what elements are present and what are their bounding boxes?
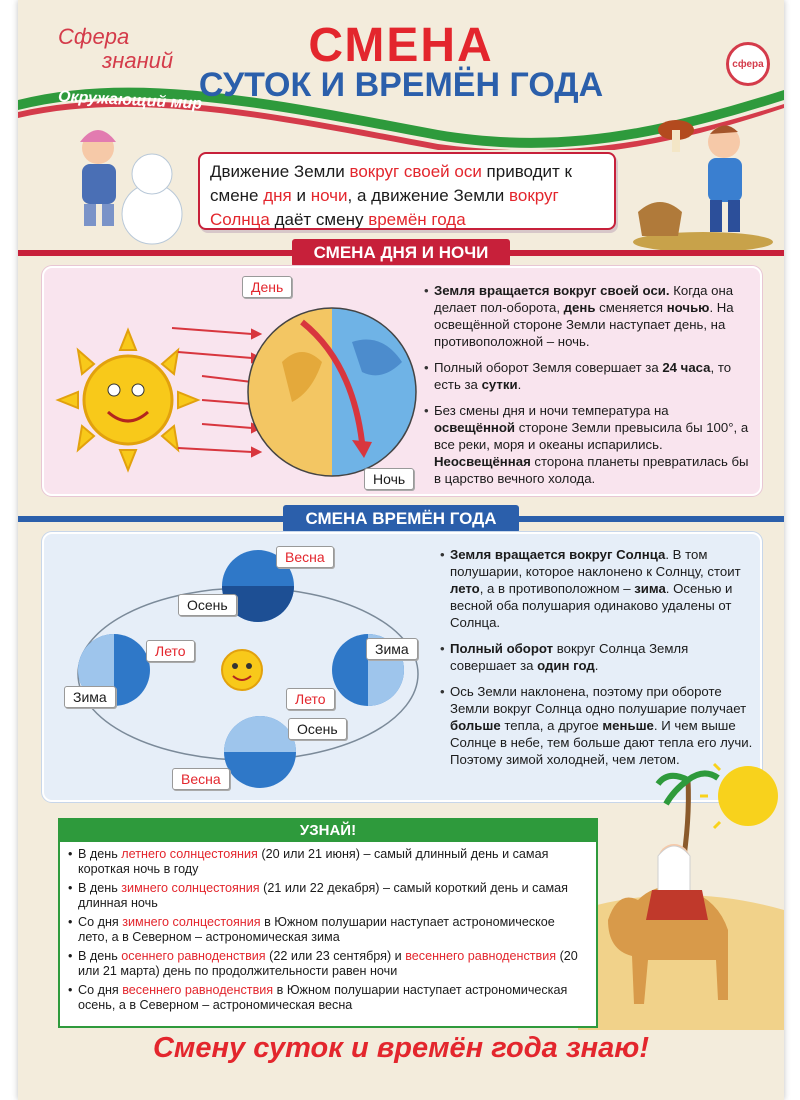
text: Без смены дня и ночи температура на: [434, 403, 669, 418]
night-label: Ночь: [364, 468, 414, 490]
orbit-illustration: [58, 540, 438, 796]
earth-bottom-icon: [224, 716, 296, 788]
bold-text: один год: [537, 658, 595, 673]
know-title: УЗНАЙ!: [60, 820, 596, 842]
text: Полный оборот Земля совершает за: [434, 360, 663, 375]
intro-highlight-axis: вокруг своей оси: [349, 162, 482, 181]
text: Со дня: [78, 915, 123, 929]
bold-text: ночью: [666, 300, 710, 315]
text: стороне Земли превысила бы 100°, а все реки, моря и океаны испарились.: [434, 420, 749, 452]
text: В день: [78, 949, 122, 963]
highlight-text: зимнего солнцестояния: [121, 881, 260, 895]
text: вокруг Солнца Земля совершает за: [450, 641, 689, 673]
orbit-label-autumn-top: Осень: [178, 594, 237, 616]
text: . Осенью и весной оба полушария одинаково удалены от Солнца.: [450, 581, 733, 630]
text: Со дня: [78, 983, 123, 997]
bold-text: зима: [634, 581, 666, 596]
day-night-text: [424, 282, 750, 496]
highlight-text: летнего солнцестояния: [121, 847, 258, 861]
intro-text-5: даёт смену: [269, 210, 369, 229]
subject-label: Окружающий мир: [57, 88, 203, 113]
text: , то есть за: [434, 360, 732, 392]
snowman-kid-illustration: [62, 118, 192, 248]
intro-highlight-sun: вокруг Солнца: [210, 186, 559, 229]
seasons-bullet-2: [440, 640, 758, 674]
intro-highlight-day: дня: [263, 186, 292, 205]
section-seasons-banner: [18, 504, 784, 534]
poster: [18, 0, 784, 1100]
sun-icon: [58, 330, 198, 470]
section-seasons-title: СМЕНА ВРЕМЁН ГОДА: [283, 505, 518, 533]
section-day-night-banner: [18, 238, 784, 268]
text: (22 или 23 сентября) и: [265, 949, 406, 963]
highlight-text: весеннего равноденствия: [122, 983, 274, 997]
text: . И чем выше Солнце в небе, тем больше дают тепла его лучи. Поэтому зимой холодней, чем летом.: [450, 718, 753, 767]
text: В день: [78, 881, 122, 895]
publisher-logo: сфера: [726, 42, 770, 86]
text: .: [594, 658, 599, 673]
know-item-4: [68, 949, 588, 979]
day-night-bullet-2: [424, 359, 750, 393]
footer-slogan: Смену суток и времён года знаю!: [152, 1032, 650, 1064]
orbit-label-summer-left: Лето: [146, 640, 195, 662]
text: в Южном полушарии наступает астрономическое лето, а в Северном – астрономическая зима: [78, 915, 555, 944]
intro-text-2: приводит к смене: [210, 162, 572, 205]
know-box: [58, 818, 598, 1028]
brand-line2: знаний: [102, 48, 174, 73]
bold-text: больше: [450, 718, 501, 733]
seasons-bullet-3: [440, 683, 758, 768]
day-label: День: [242, 276, 292, 298]
brand-line1: Сфера: [58, 24, 130, 49]
know-item-2: [68, 881, 588, 911]
text: . На освещённой стороне Земли наступает день, на противоположной – ночь.: [434, 300, 734, 349]
day-night-bullet-1: [424, 282, 750, 350]
intro-highlight-night: ночи: [310, 186, 348, 205]
page-subtitle: СУТОК И ВРЕМЁН ГОДА: [198, 66, 604, 104]
text: в Южном полушарии наступает астрономическая осень, а в Северном – астрономическая весна: [78, 983, 568, 1012]
text: .: [517, 377, 522, 392]
bold-text: 24 часа: [662, 360, 711, 375]
highlight-text: зимнего солнцестояния: [122, 915, 261, 929]
intro-text-1: Движение Земли: [210, 162, 350, 181]
orbit-label-spring-top: Весна: [276, 546, 334, 568]
bold-text: день: [563, 300, 596, 315]
camel-desert-illustration: [578, 760, 784, 1030]
orbit-label-winter-left: Зима: [64, 686, 116, 708]
orbit-label-autumn-bottom: Осень: [288, 718, 347, 740]
bold-text: лето: [450, 581, 480, 596]
text: , а в противоположном –: [479, 581, 635, 596]
text: Когда она делает пол-оборота,: [434, 283, 734, 315]
page-title: СМЕНА: [308, 19, 494, 72]
intro-highlight-seasons: времён года: [368, 210, 466, 229]
earth-globe-icon: [248, 302, 418, 482]
bold-text: освещённой: [434, 420, 516, 435]
orbit-label-summer-right: Лето: [286, 688, 335, 710]
section-day-night-title: СМЕНА ДНЯ И НОЧИ: [292, 239, 511, 267]
text: . В том полушарии, которое наклонено к Солнцу, стоит: [450, 547, 741, 579]
bold-text: Земля вращается вокруг Солнца: [450, 547, 666, 562]
text: Ось Земли наклонена, поэтому при обороте Земли вокруг Солнца одно полушарие получает: [450, 684, 747, 716]
text: сторона планеты превратилась бы в царство вечного холода.: [434, 454, 749, 486]
bold-text: сутки: [481, 377, 518, 392]
intro-box: [198, 152, 616, 230]
intro-text-3: и: [291, 186, 311, 205]
orbit-label-spring-bottom: Весна: [172, 768, 230, 790]
mushroom-kid-illustration: [628, 112, 778, 252]
know-item-1: [68, 847, 588, 877]
bold-text: Неосвещённая: [434, 454, 531, 469]
intro-text-4: , а движение Земли: [347, 186, 510, 205]
sunlight-arrows: [172, 328, 260, 456]
know-item-5: [68, 983, 588, 1013]
text: (20 или 21 марта) день по продолжительности равен ночи: [78, 949, 578, 978]
text: тепла, а другое: [500, 718, 603, 733]
day-night-bullet-3: [424, 402, 750, 487]
highlight-text: весеннего равноденствия: [405, 949, 557, 963]
know-item-3: [68, 915, 588, 945]
orbit-sun-icon: [222, 650, 262, 690]
text: (20 или 21 июня) – самый длинный день и самая короткая ночь в году: [78, 847, 549, 876]
highlight-text: осеннего равноденствия: [121, 949, 266, 963]
bold-text: Земля вращается вокруг своей оси.: [434, 283, 670, 298]
text: В день: [78, 847, 122, 861]
orbit-label-winter-right: Зима: [366, 638, 418, 660]
bold-text: меньше: [602, 718, 654, 733]
seasons-text: [440, 546, 758, 777]
seasons-bullet-1: [440, 546, 758, 631]
bold-text: Полный оборот: [450, 641, 554, 656]
sun-earth-illustration: [52, 282, 418, 492]
text: сменяется: [595, 300, 667, 315]
text: (21 или 22 декабря) – самый короткий день и самая длинная ночь: [78, 881, 568, 910]
